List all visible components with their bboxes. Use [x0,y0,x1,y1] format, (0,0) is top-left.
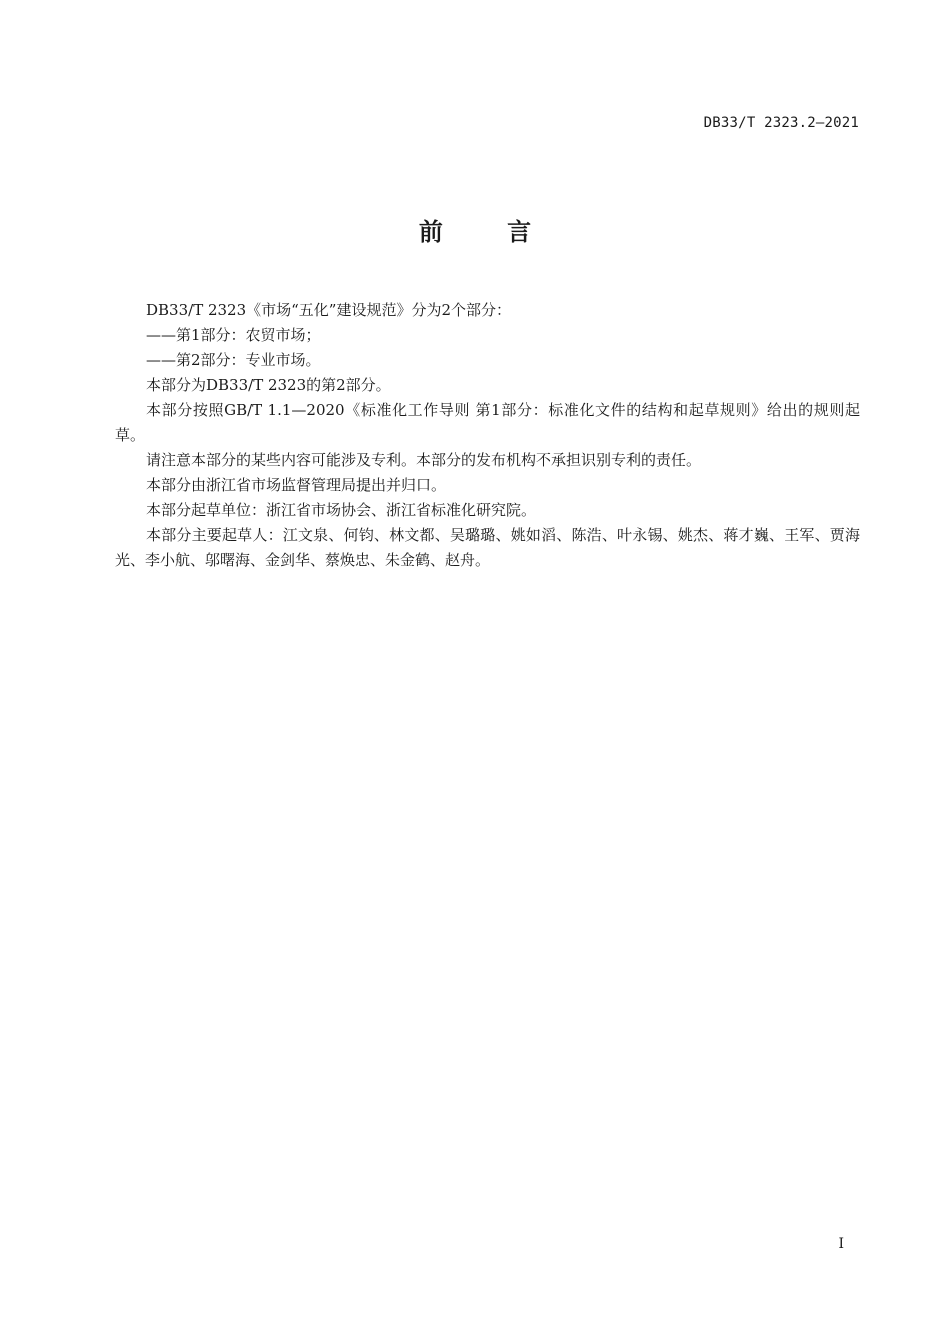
paragraph-part-2: ——第2部分：专业市场。 [146,351,321,369]
paragraph-patent-notice: 请注意本部分的某些内容可能涉及专利。本部分的发布机构不承担识别专利的责任。 [146,451,702,469]
paragraph-this-part: 本部分为DB33/T 2323的第2部分。 [146,376,391,394]
paragraph-proposer: 本部分由浙江省市场监督管理局提出并归口。 [146,476,447,494]
document-code: DB33/T 2323.2—2021 [703,115,859,131]
page-number: I [838,1236,844,1252]
foreword-body [115,298,860,573]
paragraph-drafters: 本部分主要起草人：江文泉、何钧、林文都、吴璐璐、姚如滔、陈浩、叶永锡、姚杰、蒋才巍、王军、贾海光、李小航、邬曙海、金剑华、蔡焕忠、朱金鹤、赵舟。 [115,526,860,569]
page-title: 前 言 [418,218,560,246]
paragraph-part-1: ——第1部分：农贸市场； [146,326,321,344]
paragraph-parts-intro: DB33/T 2323《市场“五化”建设规范》分为2个部分： [146,301,512,319]
paragraph-drafting-units: 本部分起草单位：浙江省市场协会、浙江省标准化研究院。 [146,501,537,519]
paragraph-drafting-rules: 本部分按照GB/T 1.1—2020《标准化工作导则 第1部分：标准化文件的结构和起草规则》给出的规则起草。 [115,401,860,444]
